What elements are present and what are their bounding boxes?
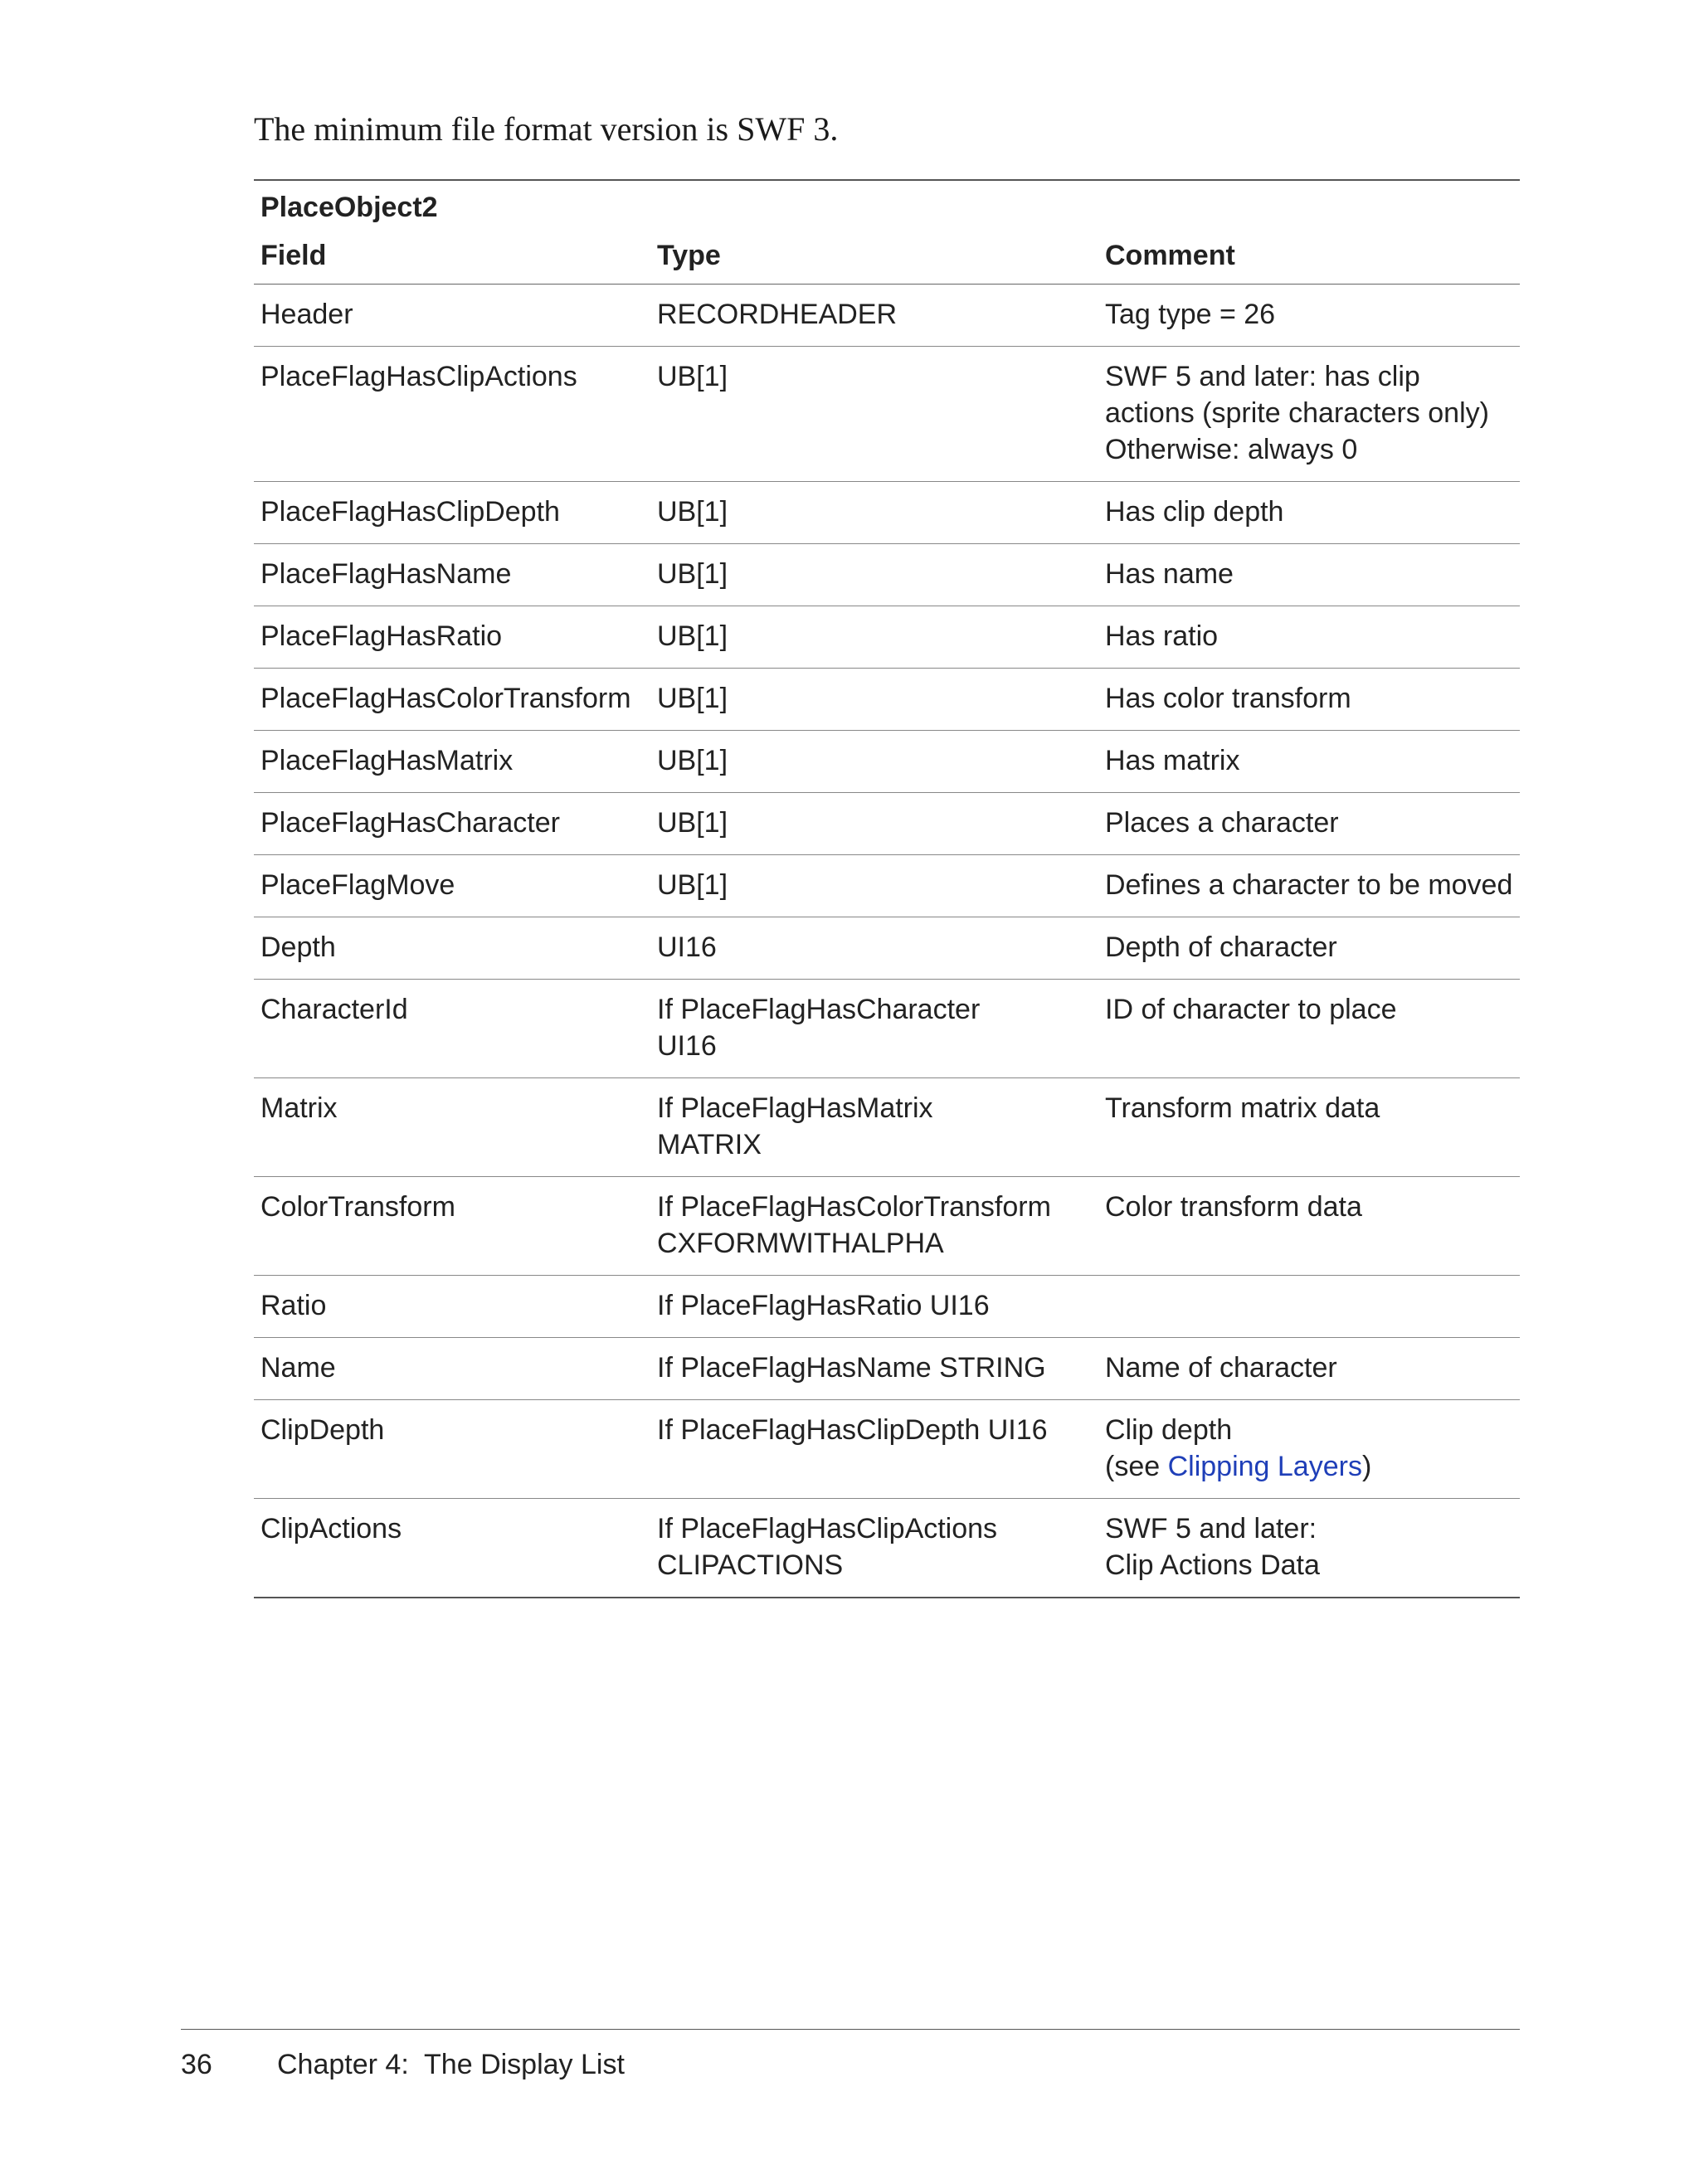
cell-type — [650, 1078, 1098, 1177]
cell-field: PlaceFlagHasCharacter — [254, 793, 650, 855]
cell-type — [650, 1276, 1098, 1338]
table-title-row — [254, 180, 1520, 229]
cell-type-line: If PlaceFlagHasCharacter — [657, 994, 981, 1025]
cell-type — [650, 980, 1098, 1078]
cell-field: PlaceFlagHasMatrix — [254, 731, 650, 793]
cell-comment-line: Has clip depth — [1105, 496, 1284, 528]
cell-comment — [1098, 606, 1520, 669]
see-prefix: (see — [1105, 1451, 1168, 1482]
cell-comment — [1098, 482, 1520, 544]
cell-comment-line: Has ratio — [1105, 620, 1219, 652]
cell-type-line: If PlaceFlagHasClipActions — [657, 1513, 998, 1544]
cell-type — [650, 1338, 1098, 1400]
cell-comment-line: SWF 5 and later: has clip — [1105, 361, 1420, 392]
cell-comment-line: Has name — [1105, 558, 1234, 590]
cell-type-line: UB[1] — [657, 558, 728, 590]
table-row — [254, 1078, 1520, 1177]
cell-type-line: UB[1] — [657, 361, 728, 392]
cell-type — [650, 544, 1098, 606]
cell-field: Header — [254, 285, 650, 347]
cell-field: PlaceFlagHasClipDepth — [254, 482, 650, 544]
table-row — [254, 347, 1520, 482]
table-row — [254, 482, 1520, 544]
table-row — [254, 669, 1520, 731]
cell-comment — [1098, 669, 1520, 731]
table-row — [254, 1177, 1520, 1276]
cell-field: PlaceFlagHasRatio — [254, 606, 650, 669]
cell-type-line: UB[1] — [657, 496, 728, 528]
column-header-field: Field — [254, 229, 650, 285]
cell-comment — [1098, 1276, 1520, 1338]
cell-comment — [1098, 285, 1520, 347]
cell-type — [650, 1177, 1098, 1276]
column-header-type: Type — [650, 229, 1098, 285]
table-body — [254, 285, 1520, 1598]
intro-paragraph: The minimum file format version is SWF 3. — [254, 110, 839, 148]
footer-rule — [181, 2029, 1520, 2030]
page-number: 36 — [181, 2049, 212, 2080]
see-suffix: ) — [1361, 1451, 1372, 1482]
cell-type-line: UB[1] — [657, 869, 728, 901]
table-row — [254, 917, 1520, 980]
cell-comment — [1098, 731, 1520, 793]
cell-comment-line: Depth of character — [1105, 931, 1337, 963]
placeobject2-table — [254, 179, 1520, 1598]
cell-field: PlaceFlagHasClipActions — [254, 347, 650, 482]
cell-comment-line: Transform matrix data — [1105, 1092, 1380, 1124]
cell-field: Ratio — [254, 1276, 650, 1338]
cell-comment-line: Clip depth — [1105, 1414, 1233, 1446]
table-row — [254, 731, 1520, 793]
table-row — [254, 285, 1520, 347]
cell-field: Matrix — [254, 1078, 650, 1177]
cell-comment-line — [1105, 1448, 1513, 1485]
cell-comment — [1098, 544, 1520, 606]
table-row — [254, 855, 1520, 917]
cell-comment-line: actions (sprite characters only) — [1105, 397, 1489, 429]
cell-type — [650, 606, 1098, 669]
table-row — [254, 1276, 1520, 1338]
cell-comment — [1098, 917, 1520, 980]
table-title: PlaceObject2 — [254, 180, 1520, 229]
cell-comment-line: Places a character — [1105, 807, 1339, 839]
cell-type — [650, 917, 1098, 980]
cell-type — [650, 793, 1098, 855]
cell-field: CharacterId — [254, 980, 650, 1078]
table-row — [254, 1338, 1520, 1400]
cell-field: PlaceFlagHasName — [254, 544, 650, 606]
cell-type — [650, 1499, 1098, 1598]
cell-comment-line: SWF 5 and later: — [1105, 1513, 1317, 1544]
cell-type-line: UB[1] — [657, 745, 728, 776]
cell-comment — [1098, 793, 1520, 855]
cell-comment-line: Name of character — [1105, 1352, 1337, 1384]
cell-field: PlaceFlagMove — [254, 855, 650, 917]
cell-comment-line: Has matrix — [1105, 745, 1240, 776]
chapter-title: Chapter 4: The Display List — [277, 2049, 625, 2080]
cell-type-line: UI16 — [657, 1030, 717, 1062]
cell-comment — [1098, 1338, 1520, 1400]
cell-type-line: CLIPACTIONS — [657, 1549, 844, 1581]
cell-type-line: UB[1] — [657, 807, 728, 839]
cell-type — [650, 482, 1098, 544]
clipping-layers-link[interactable]: Clipping Layers — [1167, 1451, 1362, 1482]
cell-type-line: CXFORMWITHALPHA — [657, 1228, 944, 1259]
cell-comment-line: Color transform data — [1105, 1191, 1362, 1223]
cell-comment — [1098, 1499, 1520, 1598]
cell-field: ClipActions — [254, 1499, 650, 1598]
cell-field: ColorTransform — [254, 1177, 650, 1276]
column-header-comment: Comment — [1098, 229, 1520, 285]
cell-type-line: RECORDHEADER — [657, 299, 898, 330]
cell-field: Name — [254, 1338, 650, 1400]
cell-comment — [1098, 347, 1520, 482]
cell-comment-line: Clip Actions Data — [1105, 1549, 1320, 1581]
table-row — [254, 1499, 1520, 1598]
cell-comment — [1098, 855, 1520, 917]
cell-comment-line: ID of character to place — [1105, 994, 1397, 1025]
table-header-row — [254, 229, 1520, 285]
cell-type-line: UB[1] — [657, 620, 728, 652]
cell-field: PlaceFlagHasColorTransform — [254, 669, 650, 731]
table-row — [254, 606, 1520, 669]
cell-type-line: UB[1] — [657, 683, 728, 714]
cell-type-line: If PlaceFlagHasMatrix — [657, 1092, 933, 1124]
cell-type-line: If PlaceFlagHasColorTransform — [657, 1191, 1051, 1223]
cell-comment-line: Defines a character to be moved — [1105, 869, 1513, 901]
table-row — [254, 793, 1520, 855]
cell-type-line: If PlaceFlagHasRatio UI16 — [657, 1290, 990, 1321]
cell-comment — [1098, 1177, 1520, 1276]
cell-type — [650, 731, 1098, 793]
table-row — [254, 1400, 1520, 1499]
cell-type-line: If PlaceFlagHasClipDepth UI16 — [657, 1414, 1048, 1446]
cell-field: ClipDepth — [254, 1400, 650, 1499]
cell-type — [650, 855, 1098, 917]
cell-type-line: MATRIX — [657, 1129, 762, 1160]
cell-comment — [1098, 980, 1520, 1078]
cell-comment-line: Tag type = 26 — [1105, 299, 1276, 330]
cell-type — [650, 285, 1098, 347]
table-row — [254, 544, 1520, 606]
cell-comment — [1098, 1400, 1520, 1499]
cell-comment-line: Otherwise: always 0 — [1105, 434, 1358, 465]
cell-comment — [1098, 1078, 1520, 1177]
cell-field: Depth — [254, 917, 650, 980]
cell-type-line: If PlaceFlagHasName STRING — [657, 1352, 1046, 1384]
cell-type — [650, 1400, 1098, 1499]
cell-type-line: UI16 — [657, 931, 717, 963]
cell-comment-line: Has color transform — [1105, 683, 1351, 714]
cell-type — [650, 669, 1098, 731]
table-row — [254, 980, 1520, 1078]
cell-type — [650, 347, 1098, 482]
